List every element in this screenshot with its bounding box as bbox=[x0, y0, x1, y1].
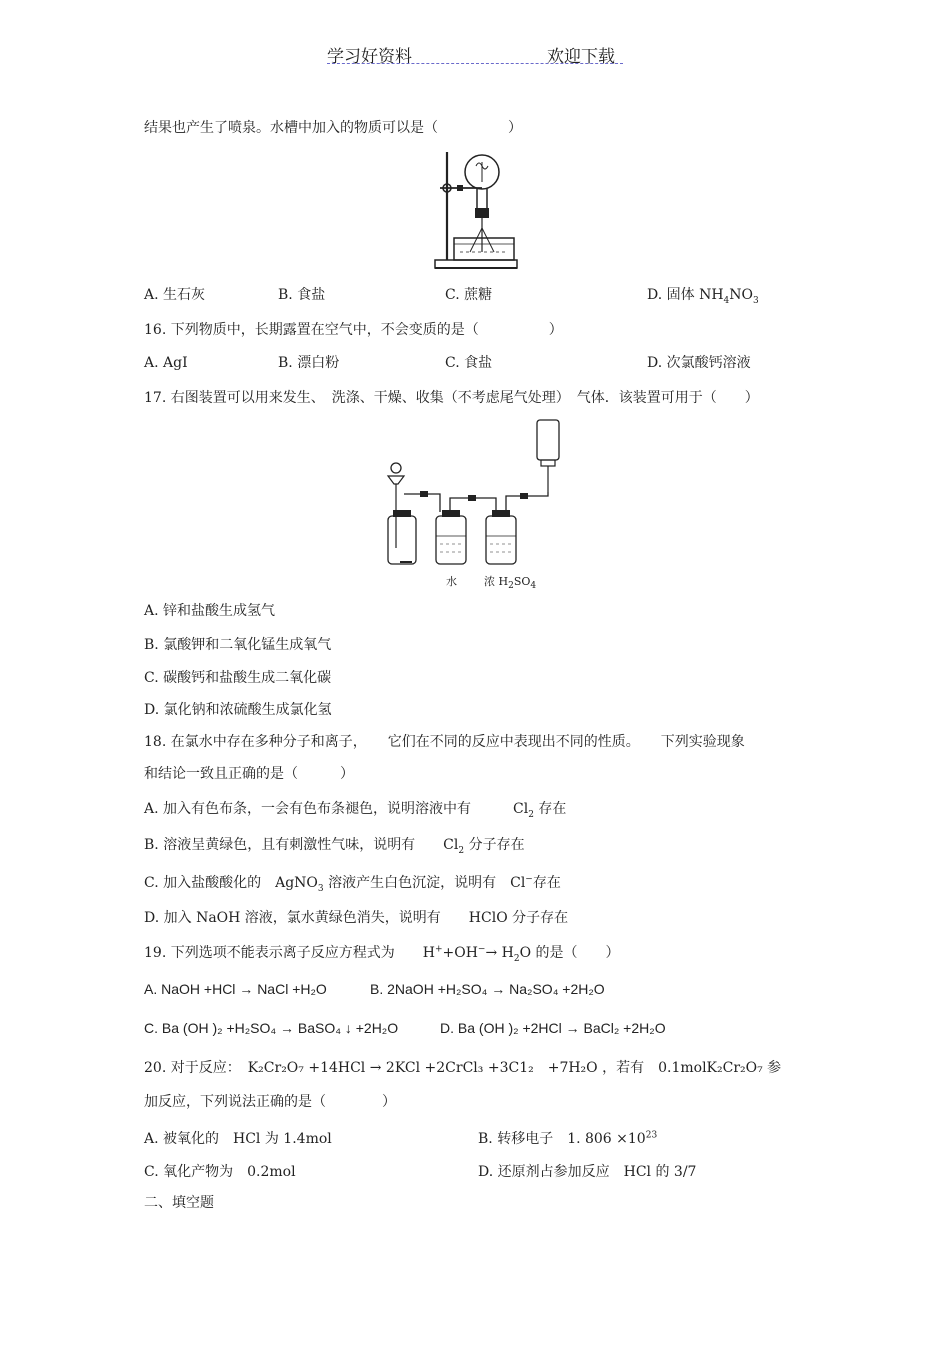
q18-option-a: A. 加入有色布条，一会有色布条褪色，说明溶液中有 $Cl_2$ 存在 bbox=[144, 801, 567, 820]
q16-stem: 16. 下列物质中，长期露置在空气中，不会变质的是（ ） bbox=[144, 322, 563, 338]
q17-option-a: A. 锌和盐酸生成氢气 bbox=[144, 603, 276, 619]
q19-option-b: B. 2NaOH +H₂SO₄ → Na₂SO₄ +2H₂O bbox=[370, 981, 605, 997]
q16-option-a: A. AgI bbox=[144, 355, 188, 371]
fountain-apparatus-figure bbox=[430, 148, 530, 272]
q16-option-b: B. 漂白粉 bbox=[278, 355, 340, 371]
q20-option-a: A. 被氧化的 HCl 为 1.4mol bbox=[144, 1131, 332, 1147]
q15-option-b: B. 食盐 bbox=[278, 287, 326, 303]
q20-option-c: C. 氧化产物为 0.2mol bbox=[144, 1164, 296, 1180]
q18-option-d: D. 加入 NaOH 溶液，氯水黄绿色消失，说明有 HClO 分子存在 bbox=[144, 910, 569, 926]
q17-stem: 17. 右图装置可以用来发生、 洗涤、干燥、收集（不考虑尾气处理） 气体．该装置可用于（ ） bbox=[144, 390, 759, 406]
q16-option-d: D. 次氯酸钙溶液 bbox=[647, 355, 751, 371]
q19-stem: 19. 下列选项不能表示离子反应方程式为 $H^++OH^-\to H_2O$ 的是（ ） bbox=[144, 944, 620, 964]
q18-stem-line1: 18. 在氯水中存在多种分子和离子， 它们在不同的反应中表现出不同的性质。 下列实验现象 bbox=[144, 734, 745, 750]
q17-option-d: D. 氯化钠和浓硫酸生成氯化氢 bbox=[144, 702, 332, 718]
q19-option-d: D. Ba (OH )₂ +2HCl → BaCl₂ +2H₂O bbox=[440, 1020, 666, 1036]
q20-option-d: D. 还原剂占参加反应 HCl 的 3/7 bbox=[478, 1164, 697, 1180]
label-water: 水 bbox=[446, 575, 457, 588]
q20-stem-line1: 20. 对于反应： K₂Cr₂O₇ +14HCl → 2KCl +2CrCl₃ +3C1₂ +7H₂O ，若有 0.1molK₂Cr₂O₇ 参 bbox=[144, 1060, 782, 1076]
header-divider bbox=[327, 63, 623, 64]
q17-option-b: B. 氯酸钾和二氧化锰生成氧气 bbox=[144, 637, 332, 653]
q19-option-c: C. Ba (OH )₂ +H₂SO₄ → BaSO₄ ↓ +2H₂O bbox=[144, 1020, 399, 1036]
q15-option-c: C. 蔗糖 bbox=[445, 287, 493, 303]
q20-stem-line2: 加反应，下列说法正确的是（ ） bbox=[144, 1094, 396, 1110]
q20-option-b: B. 转移电子 1. $806 \times 10^{23}$ bbox=[478, 1130, 658, 1147]
q15-stem: 结果也产生了喷泉。水槽中加入的物质可以是（ ） bbox=[144, 120, 522, 136]
q15-option-d: D. 固体 $NH_4NO_3$ bbox=[647, 287, 759, 306]
gas-apparatus-figure bbox=[380, 418, 570, 570]
q16-option-c: C. 食盐 bbox=[445, 355, 493, 371]
q15-option-a: A. 生石灰 bbox=[144, 287, 206, 303]
q19-option-a: A. NaOH +HCl → NaCl +H₂O bbox=[144, 981, 327, 997]
q18-option-c: C. 加入盐酸酸化的 AgNO$_3$ 溶液产生白色沉淀，说明有 Cl−存在 bbox=[144, 874, 561, 894]
q17-option-c: C. 碳酸钙和盐酸生成二氧化碳 bbox=[144, 670, 332, 686]
header-right: 欢迎下载 bbox=[547, 47, 615, 67]
section-fill-in-blank-heading: 二、填空题 bbox=[144, 1195, 214, 1211]
label-conc-sulfuric-acid: 浓 $H_2SO_4$ bbox=[484, 575, 537, 592]
q18-option-b: B. 溶液呈黄绿色，且有刺激性气味，说明有 $Cl_2$ 分子存在 bbox=[144, 837, 525, 856]
q18-stem-line2: 和结论一致且正确的是（ ） bbox=[144, 766, 354, 782]
header-left: 学习好资料 bbox=[327, 47, 412, 67]
